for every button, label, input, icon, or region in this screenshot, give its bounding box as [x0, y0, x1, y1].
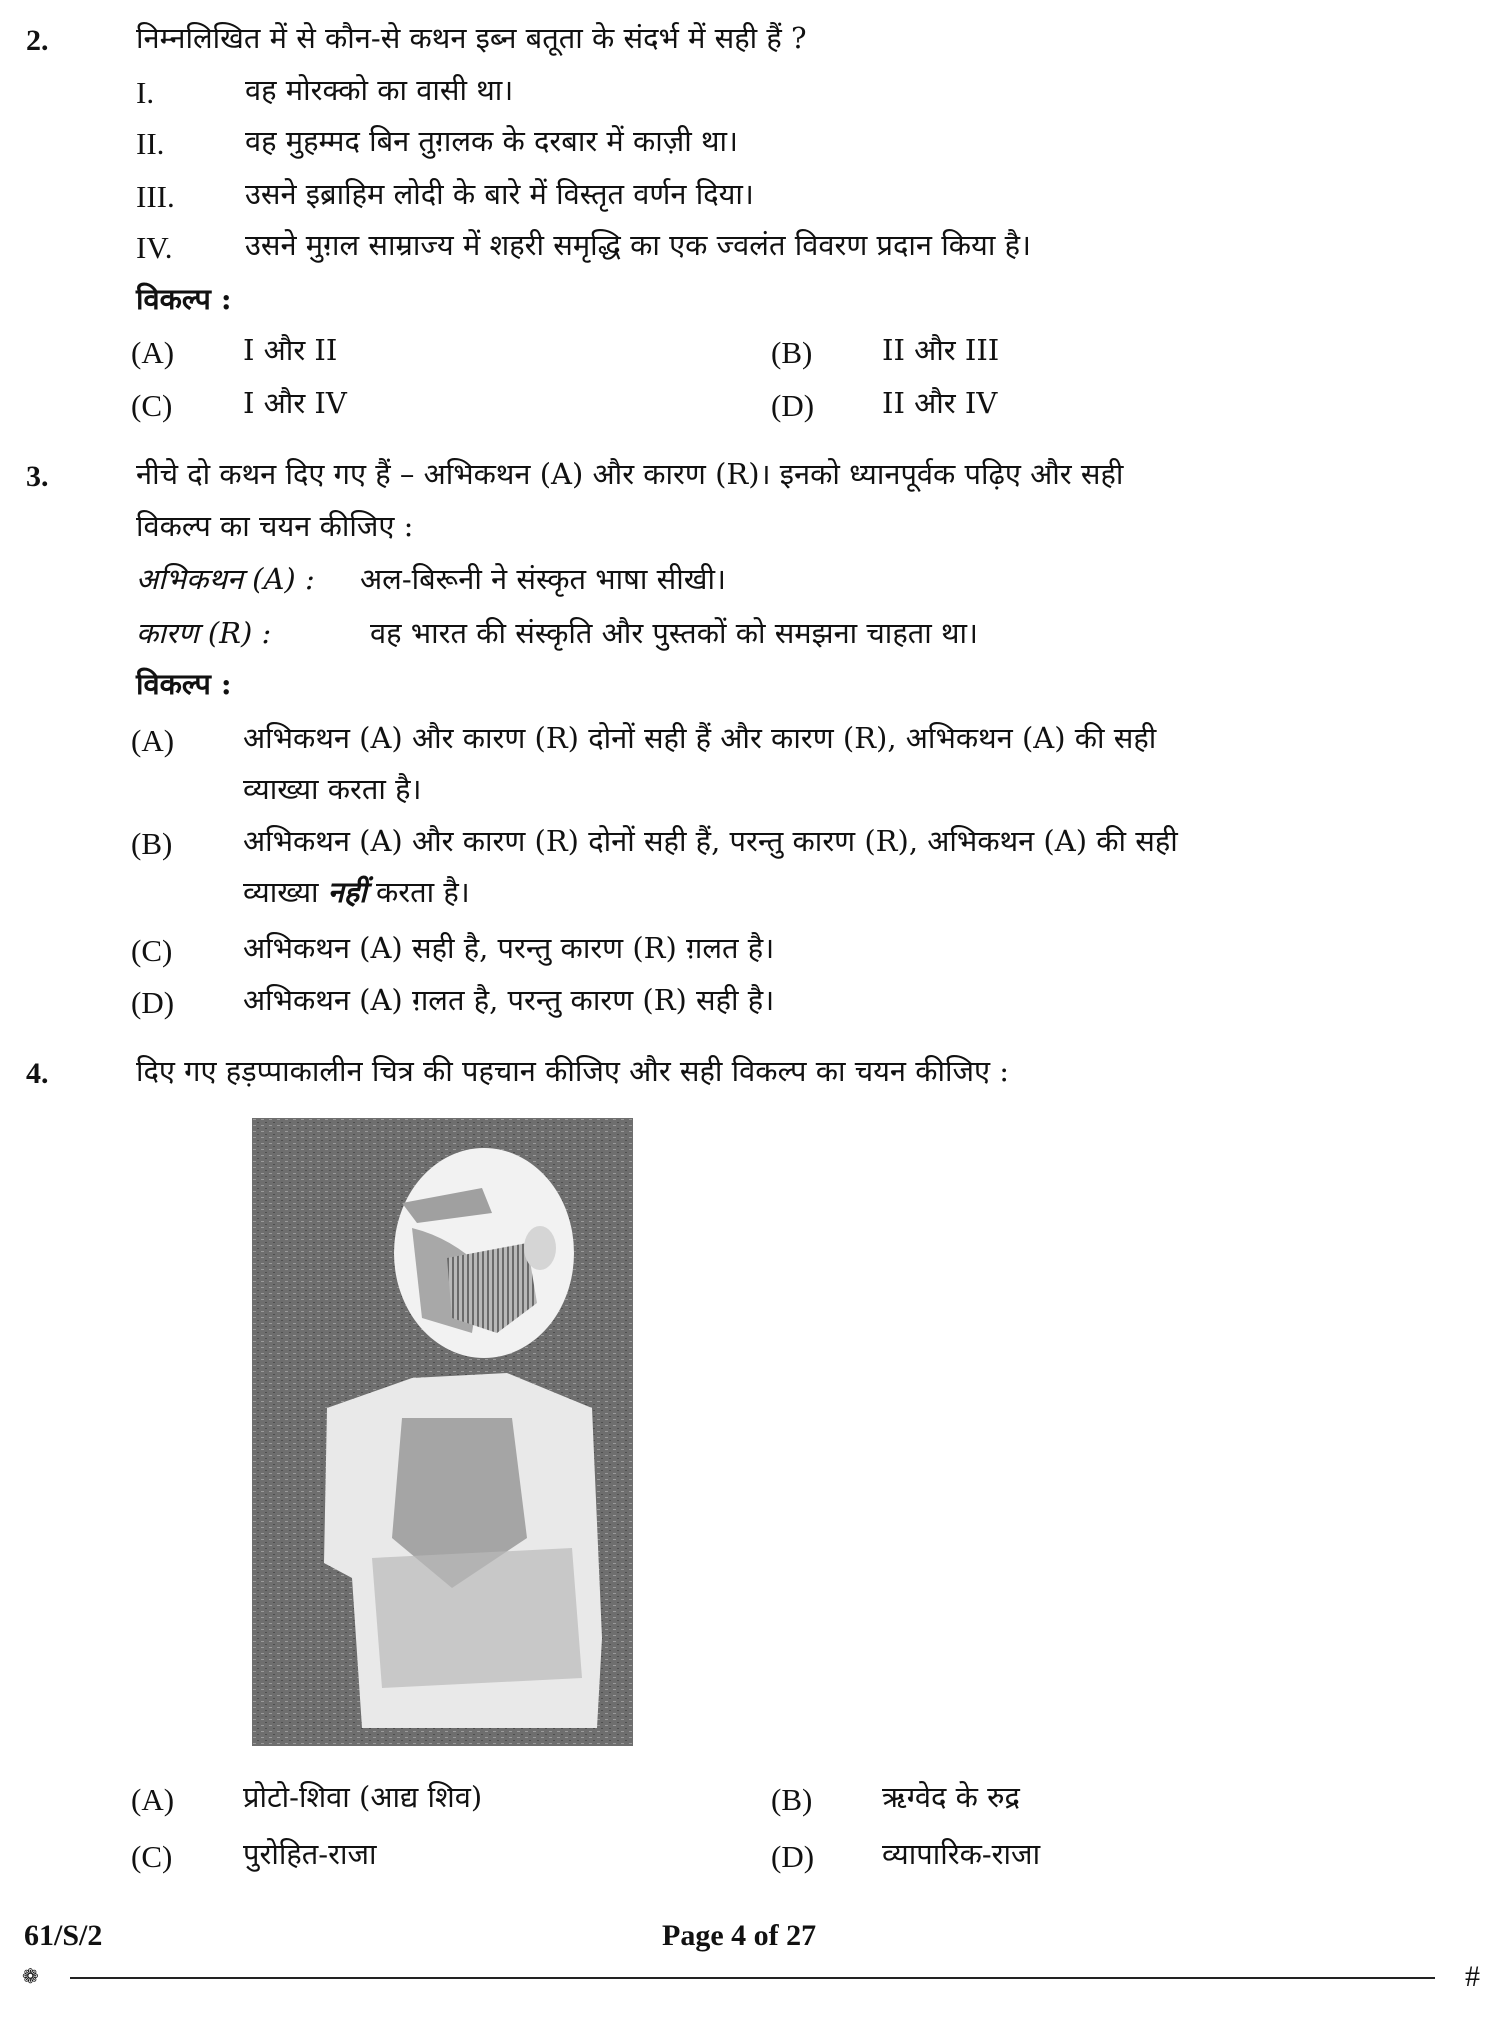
question-prompt: दिए गए हड़प्पाकालीन चित्र की पहचान कीजिए और सही विकल्प का चयन कीजिए :	[136, 1054, 1010, 1088]
option-text: अभिकथन (A) और कारण (R) दोनों सही हैं और कारण (R), अभिकथन (A) की सही	[243, 721, 1157, 755]
option-text: अभिकथन (A) ग़लत है, परन्तु कारण (R) सही है।	[243, 983, 775, 1017]
option-text-cont	[243, 875, 470, 909]
option-text: अभिकथन (A) सही है, परन्तु कारण (R) ग़लत है।	[243, 931, 775, 965]
option-text: II और IV	[882, 386, 998, 420]
option-text: I और II	[243, 333, 338, 367]
option-label: (D)	[771, 388, 815, 423]
hash-mark-icon: #	[1465, 1960, 1480, 1993]
option-text-part: करता है।	[366, 875, 470, 909]
emphasis-negation: नहीं	[327, 875, 367, 909]
statement-text: वह मोरक्को का वासी था।	[245, 73, 514, 107]
option-label: (A)	[131, 723, 175, 758]
option-text: पुरोहित-राजा	[243, 1837, 377, 1871]
option-text-cont: व्याख्या करता है।	[243, 772, 422, 806]
statement-label: I.	[136, 75, 155, 110]
paper-code: 61/S/2	[24, 1919, 103, 1952]
option-label: (C)	[131, 388, 173, 423]
question-prompt-line2: विकल्प का चयन कीजिए :	[136, 509, 414, 543]
option-text: व्यापारिक-राजा	[882, 1837, 1041, 1871]
question-prompt: निम्नलिखित में से कौन-से कथन इब्न बतूता के संदर्भ में सही हैं ?	[136, 21, 807, 55]
option-label: (B)	[771, 1782, 813, 1817]
options-heading: विकल्प :	[136, 667, 232, 701]
bearded-man-bust-icon	[252, 1118, 633, 1746]
option-label: (A)	[131, 1782, 175, 1817]
option-label: (A)	[131, 335, 175, 370]
statement-text: उसने मुग़ल साम्राज्य में शहरी समृद्धि का एक ज्वलंत विवरण प्रदान किया है।	[245, 228, 1031, 262]
option-text: अभिकथन (A) और कारण (R) दोनों सही हैं, परन्तु कारण (R), अभिकथन (A) की सही	[243, 824, 1178, 858]
reason-text: वह भारत की संस्कृति और पुस्तकों को समझना चाहता था।	[370, 616, 979, 650]
statement-label: III.	[136, 179, 175, 214]
page-number: Page 4 of 27	[662, 1919, 817, 1952]
question-number: 2.	[26, 24, 49, 57]
option-label: (B)	[131, 826, 173, 861]
priest-king-bust-image	[252, 1118, 633, 1746]
reason-label: कारण (R) :	[136, 616, 272, 650]
option-label: (C)	[131, 933, 173, 968]
option-label: (C)	[131, 1839, 173, 1874]
statement-label: II.	[136, 126, 165, 161]
assertion-label: अभिकथन (A) :	[136, 562, 315, 596]
option-text: II और III	[882, 333, 1000, 367]
footer-divider	[70, 1977, 1435, 1979]
option-text-part: व्याख्या	[243, 875, 328, 909]
question-number: 3.	[26, 460, 49, 493]
option-label: (B)	[771, 335, 813, 370]
option-label: (D)	[131, 985, 175, 1020]
question-prompt-line1: नीचे दो कथन दिए गए हैं – अभिकथन (A) और कारण (R)। इनको ध्यानपूर्वक पढ़िए और सही	[136, 457, 1124, 491]
option-text: I और IV	[243, 386, 347, 420]
options-heading: विकल्प :	[136, 282, 232, 316]
statement-text: वह मुहम्मद बिन तुग़लक के दरबार में काज़ी था।	[245, 124, 739, 158]
option-label: (D)	[771, 1839, 815, 1874]
statement-label: IV.	[136, 230, 173, 265]
option-text: प्रोटो-शिवा (आद्य शिव)	[243, 1780, 483, 1814]
statement-text: उसने इब्राहिम लोदी के बारे में विस्तृत वर्णन दिया।	[245, 177, 754, 211]
question-number: 4.	[26, 1057, 49, 1090]
assertion-text: अल-बिरूनी ने संस्कृत भाषा सीखी।	[360, 562, 726, 596]
flower-mark-icon: ❁	[22, 1964, 39, 1988]
option-text: ऋग्वेद के रुद्र	[882, 1780, 1020, 1814]
